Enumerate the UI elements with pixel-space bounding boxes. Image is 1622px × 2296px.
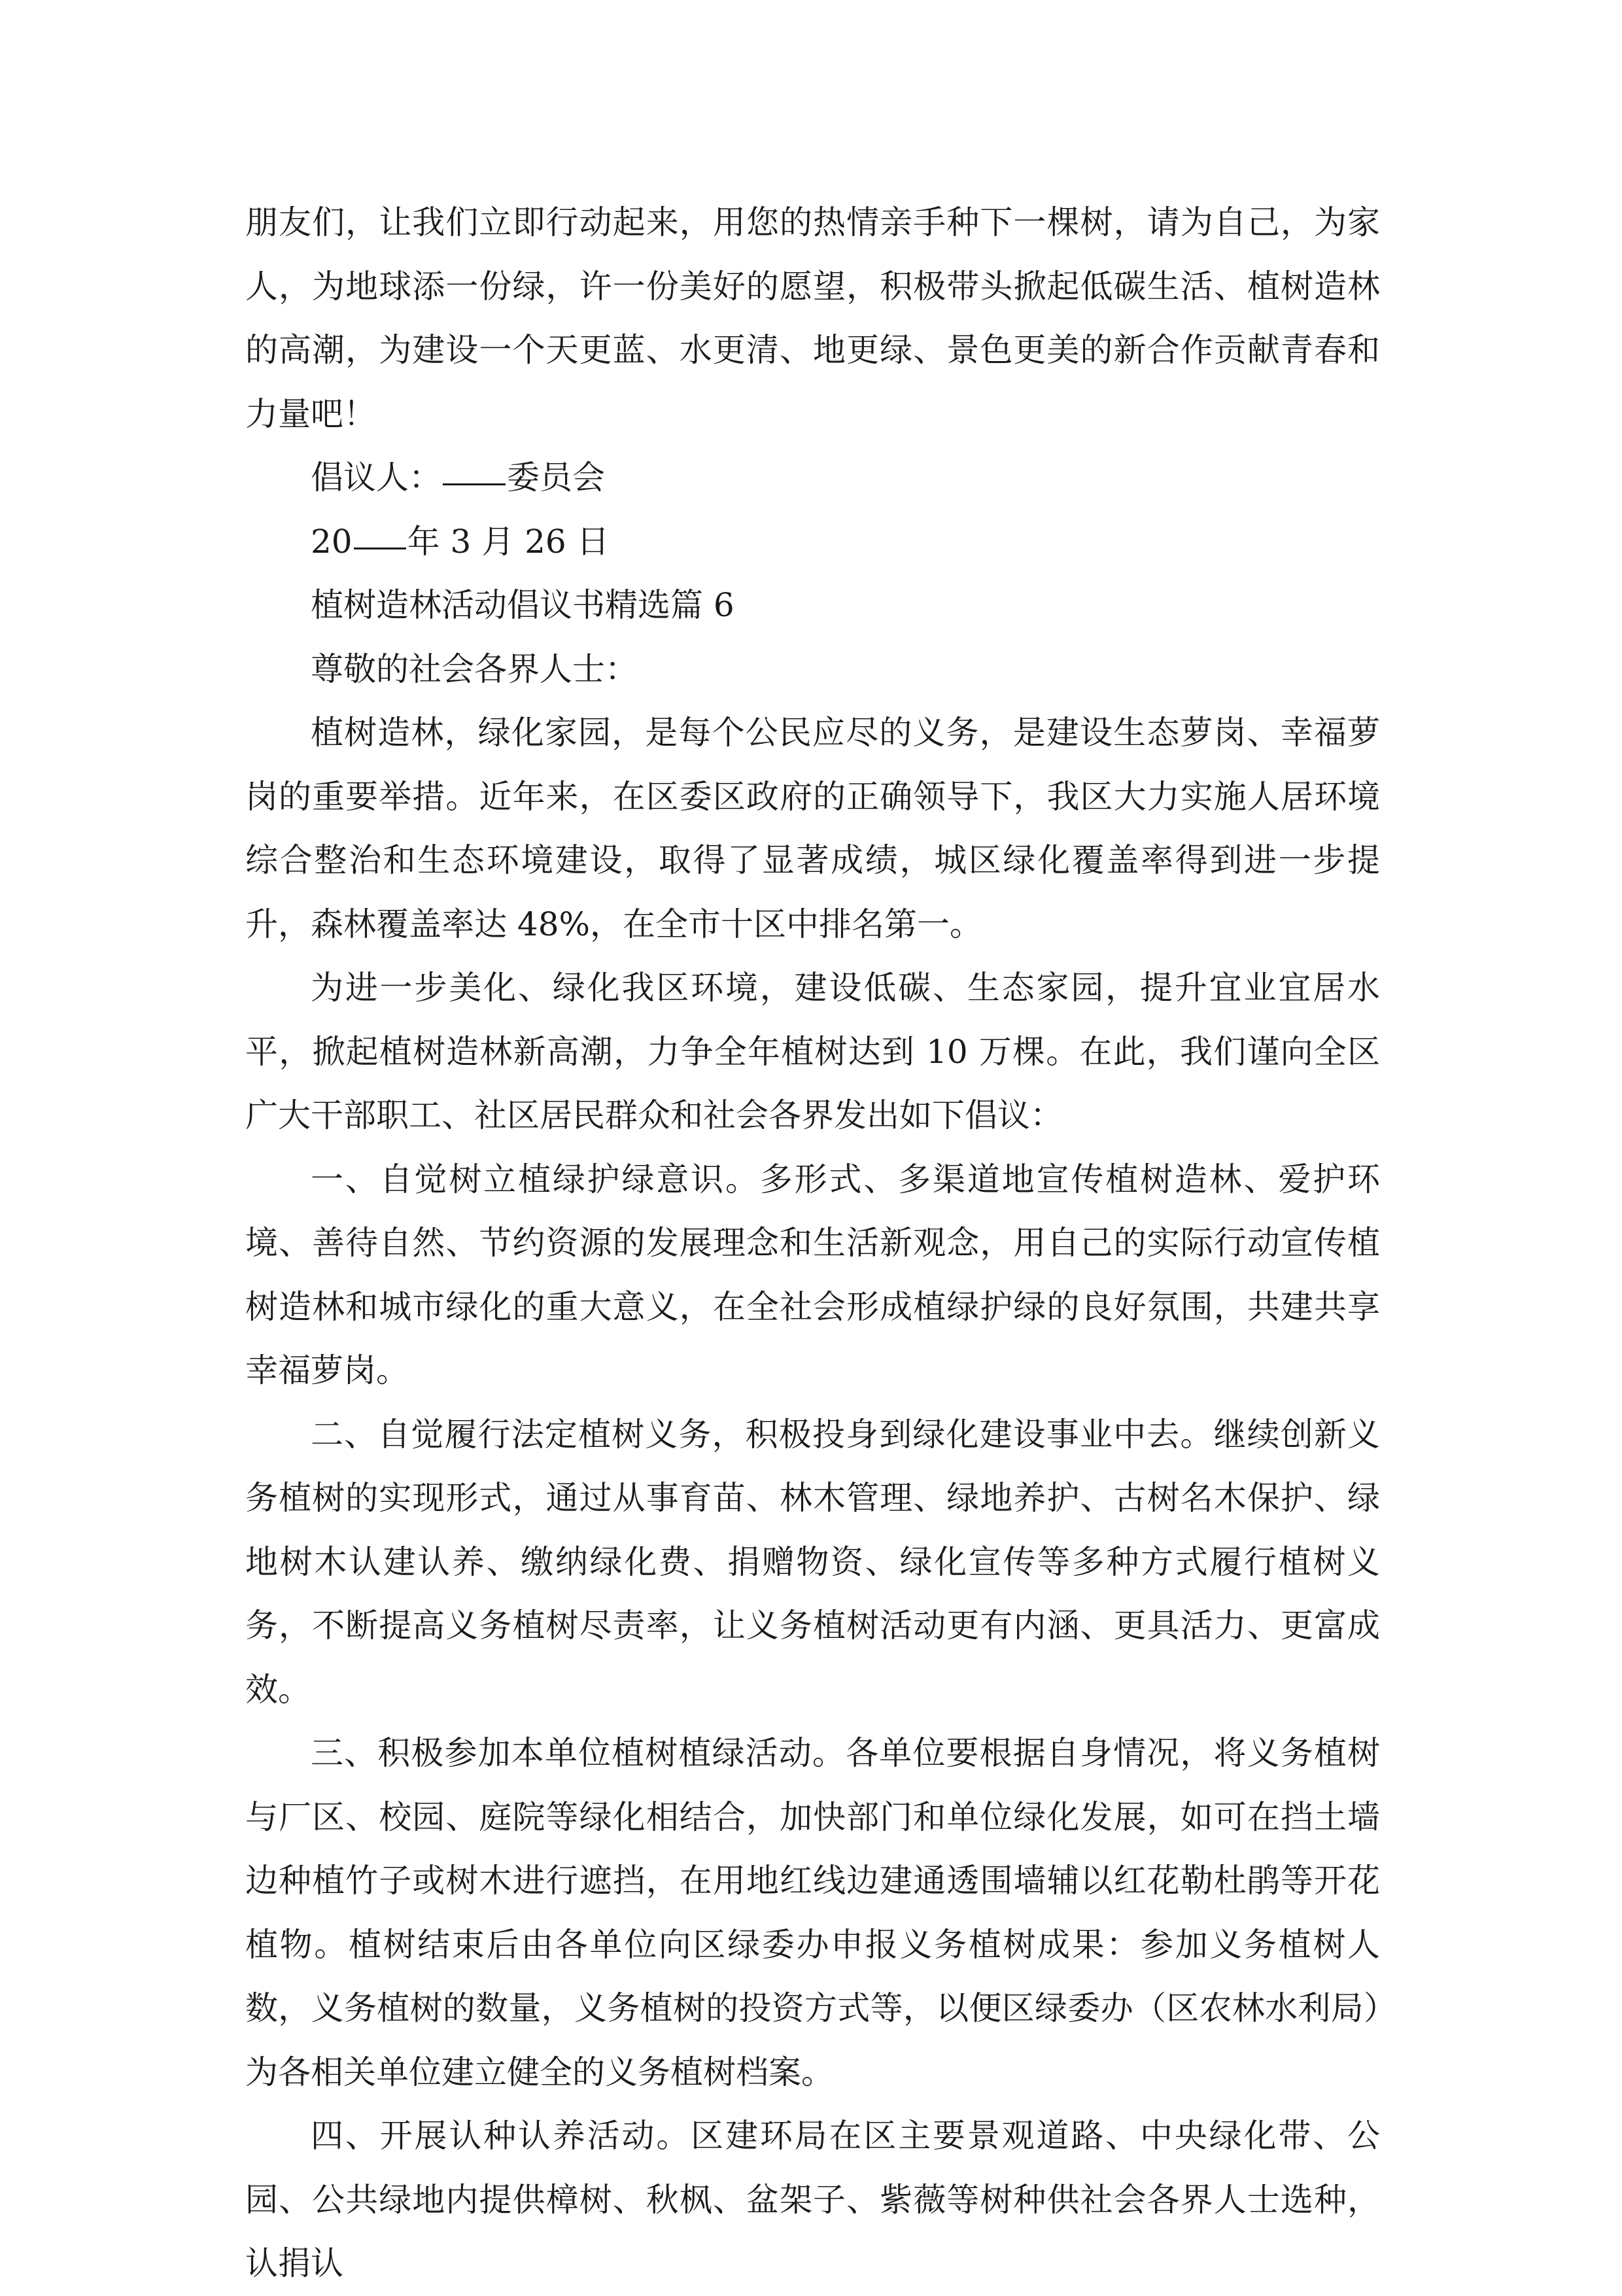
document-body [245,191,1380,2296]
section-title: 植树造林活动倡议书精选篇 6 [311,586,734,624]
continuation-paragraph: 朋友们，让我们立即行动起来，用您的热情亲手种下一棵树，请为自己，为家人，为地球添一份绿，许一份美好的愿望，积极带头掀起低碳生活、植树造林的高潮，为建设一个天更蓝、水更清、地更绿、景色更美的新合作贡献青春和力量吧！ [245,203,1380,433]
body-paragraph-2: 为进一步美化、绿化我区环境，建设低碳、生态家园，提升宜业宜居水平，掀起植树造林新高潮，力争全年植树达到 10 万棵。在此，我们谨向全区广大干部职工、社区居民群众和社会各界发出如下倡议： [245,969,1380,1134]
date-prefix: 20 [311,522,353,561]
body-paragraph-1: 植树造林，绿化家园，是每个公民应尽的义务，是建设生态萝岗、幸福萝岗的重要举措。近年来，在区委区政府的正确领导下，我区大力实施人居环境综合整治和生态环境建设，取得了显著成绩，城区绿化覆盖率得到进一步提升，森林覆盖率达 48%，在全市十区中排名第一。 [245,714,1380,943]
salutation: 尊敬的社会各界人士： [311,650,638,688]
body-paragraph-4: 二、自觉履行法定植树义务，积极投身到绿化建设事业中去。继续创新义务植树的实现形式，通过从事育苗、林木管理、绿地养护、古树名木保护、绿地树木认建认养、缴纳绿化费、捐赠物资、绿化宣传等多种方式履行植树义务，不断提高义务植树尽责率，让义务植树活动更有内涵、更具活力、更富成效。 [245,1415,1380,1709]
date-line [245,510,1380,574]
date-blank [354,547,406,549]
signature-label: 倡议人： [311,459,441,496]
signature-line [245,446,1380,510]
body-paragraph-3: 一、自觉树立植绿护绿意识。多形式、多渠道地宣传植树造林、爱护环境、善待自然、节约资源的发展理念和生活新观念，用自己的实际行动宣传植树造林和城市绿化的重大意义，在全社会形成植绿护绿的良好氛围，共建共享幸福萝岗。 [245,1160,1380,1389]
signature-org: 委员会 [507,459,605,496]
body-paragraph-5: 三、积极参加本单位植树植绿活动。各单位要根据自身情况，将义务植树与厂区、校园、庭院等绿化相结合，加快部门和单位绿化发展，如可在挡土墙边种植竹子或树木进行遮挡，在用地红线边建通透围墙辅以红花勒杜鹃等开花植物。植树结束后由各单位向区绿委办申报义务植树成果：参加义务植树人数，义务植树的数量，义务植树的投资方式等，以便区绿委办（区农林水利局）为各相关单位建立健全的义务植树档案。 [245,1734,1380,2091]
body-paragraph-6: 四、开展认种认养活动。区建环局在区主要景观道路、中央绿化带、公园、公共绿地内提供樟树、秋枫、盆架子、紫薇等树种供社会各界人士选种，认捐认 [245,2117,1380,2282]
date-suffix: 年 3 月 26 日 [407,522,610,561]
signature-blank [443,483,506,485]
